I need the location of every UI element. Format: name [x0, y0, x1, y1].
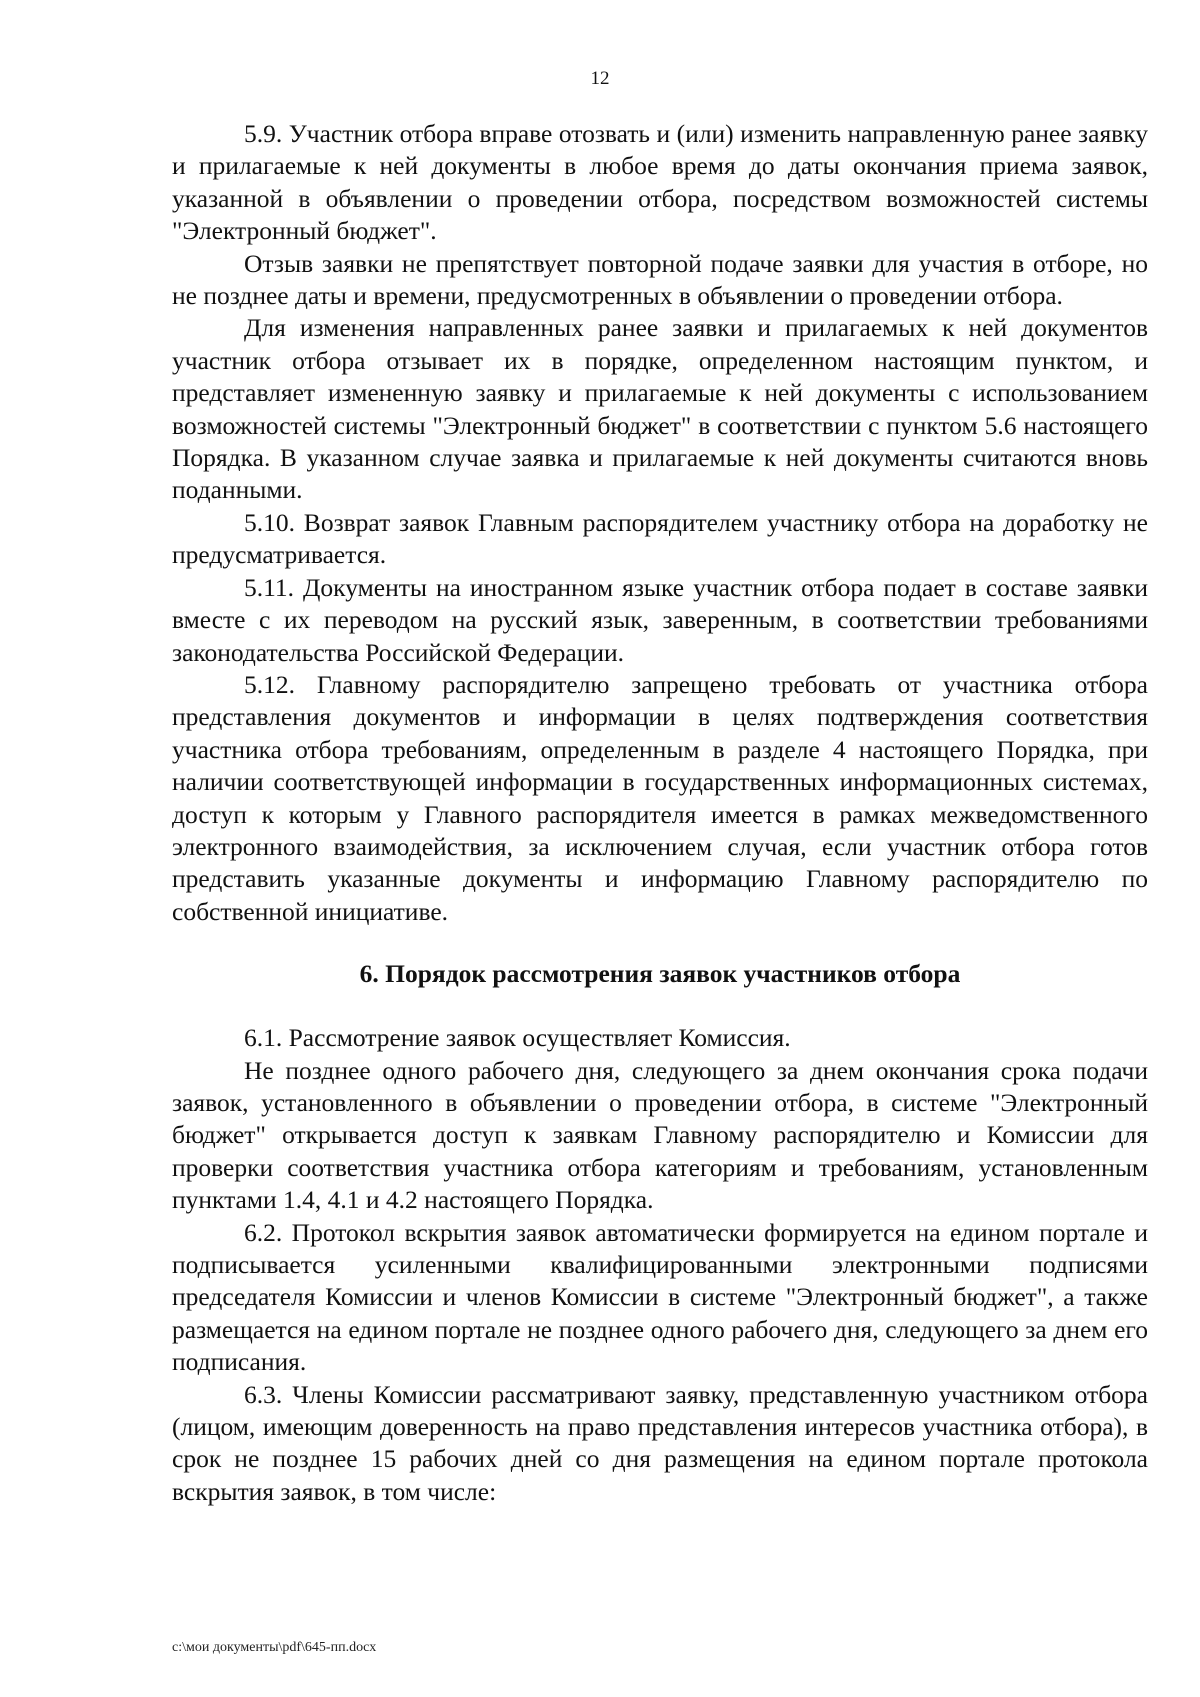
- paragraph-6-3: 6.3. Члены Комиссии рассматривают заявку, представленную участником отбора (лицом, имеющим доверенность на право представления интересов участника отбора), в срок не позднее 15 рабочих дней со дня размещения на едином портале протокола вскрытия заявок, в том числе:: [172, 1379, 1148, 1506]
- paragraph-5-12: 5.12. Главному распорядителю запрещено требовать от участника отбора представления документов и информации в целях подтверждения соответствия участника отбора требованиям, определенным в разделе 4 настоящего Порядка, при наличии соответствующей информации в государственных информационных системах, доступ к которым у Главного распорядителя имеется в рамках межведомственного электронного взаимодействия, за исключением случая, если участник отбора готов представить указанные документы и информацию Главному распорядителю по собственной инициативе.: [172, 669, 1148, 926]
- paragraph-access: Не позднее одного рабочего дня, следующего за днем окончания срока подачи заявок, установленного в объявлении о проведении отбора, в системе "Электронный бюджет" открывается доступ к заявкам Главному распорядителю и Комиссии для проверки соответствия участника отбора категориям и требованиям, установленным пунктами 1.4, 4.1 и 4.2 настоящего Порядка.: [172, 1055, 1148, 1215]
- paragraph-5-10: 5.10. Возврат заявок Главным распорядителем участнику отбора на доработку не предусматривается.: [172, 507, 1148, 570]
- paragraph-6-2: 6.2. Протокол вскрытия заявок автоматически формируется на едином портале и подписывается усиленными квалифицированными электронными подписями председателя Комиссии и членов Комиссии в системе "Электронный бюджет", а также размещается на едином портале не позднее одного рабочего дня, следующего за днем его подписания.: [172, 1217, 1148, 1377]
- page-number: 12: [590, 68, 610, 89]
- section-heading: 6. Порядок рассмотрения заявок участников отбора: [359, 959, 961, 989]
- file-path-footer: c:\мои документы\pdf\645-пп.docx: [172, 1640, 377, 1655]
- paragraph-6-1: 6.1. Рассмотрение заявок осуществляет Комиссия.: [244, 1023, 791, 1053]
- paragraph-5-9: 5.9. Участник отбора вправе отозвать и (или) изменить направленную ранее заявку и прилагаемые к ней документы в любое время до даты окончания приема заявок, указанной в объявлении о проведении отбора, посредством возможностей системы "Электронный бюджет".: [172, 119, 1148, 246]
- paragraph-modification: Для изменения направленных ранее заявки и прилагаемых к ней документов участник отбора отзывает их в порядке, определенном настоящим пунктом, и представляет измененную заявку и прилагаемые к ней документы с использованием возможностей системы "Электронный бюджет" в соответствии с пунктом 5.6 настоящего Порядка. В указанном случае заявка и прилагаемые к ней документы считаются вновь поданными.: [172, 313, 1148, 505]
- document-body: [172, 118, 1148, 1508]
- paragraph-5-11: 5.11. Документы на иностранном языке участник отбора подает в составе заявки вместе с их переводом на русский язык, заверенным, в соответствии требованиями законодательства Российской Федерации.: [172, 572, 1148, 667]
- paragraph-withdrawal: Отзыв заявки не препятствует повторной подаче заявки для участия в отборе, но не позднее даты и времени, предусмотренных в объявлении о проведении отбора.: [172, 248, 1148, 311]
